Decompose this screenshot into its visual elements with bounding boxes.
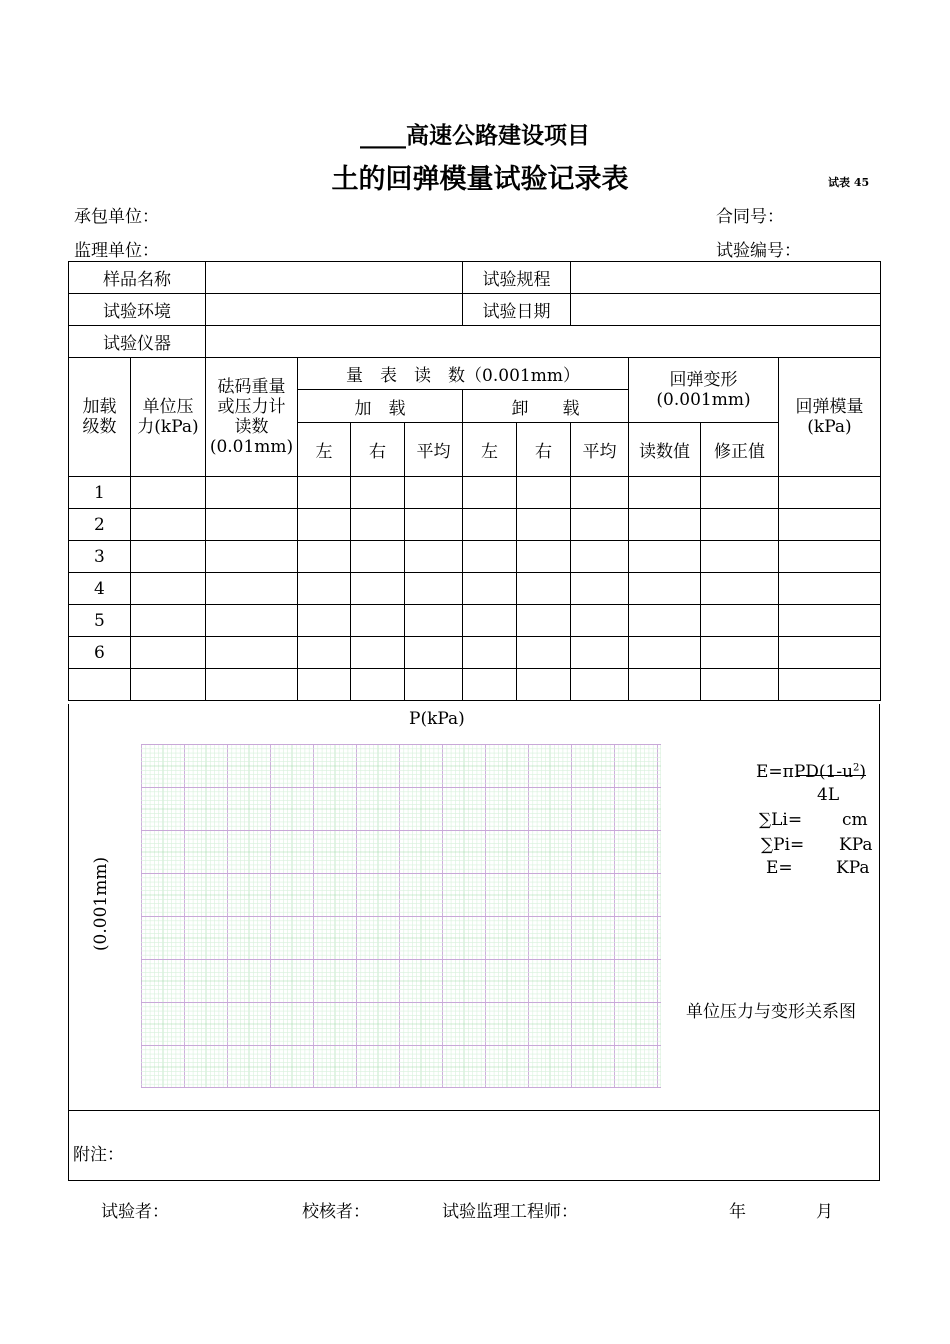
unloading-left-header: 左 bbox=[463, 423, 517, 477]
table-cell[interactable] bbox=[517, 509, 571, 541]
graph-paper-grid bbox=[141, 744, 661, 1088]
table-cell[interactable] bbox=[131, 541, 206, 573]
reading-header: 读数值 bbox=[629, 423, 701, 477]
modulus-header: 回弹模量 (kPa) bbox=[779, 358, 881, 477]
test-instrument-label: 试验仪器 bbox=[69, 326, 206, 358]
table-cell[interactable] bbox=[405, 509, 463, 541]
table-cell[interactable] bbox=[298, 605, 351, 637]
table-cell[interactable] bbox=[351, 541, 405, 573]
loading-header: 加 载 bbox=[298, 390, 463, 423]
project-title: ____高速公路建设项目 bbox=[360, 123, 590, 149]
formula-numerator bbox=[756, 762, 866, 782]
sum-li-label: ∑Li= bbox=[759, 810, 803, 830]
formula-prefix: E=πPD(1-u bbox=[756, 762, 854, 782]
contract-no-label: 合同号： bbox=[716, 207, 784, 227]
table-row bbox=[69, 605, 881, 637]
table-cell[interactable] bbox=[131, 573, 206, 605]
row-number: 1 bbox=[69, 477, 131, 509]
load-level-header: 加载 级数 bbox=[69, 358, 131, 477]
table-cell[interactable] bbox=[517, 573, 571, 605]
month-label: 月 bbox=[816, 1202, 833, 1222]
formula-suffix: ) bbox=[859, 762, 867, 782]
table-cell[interactable] bbox=[351, 509, 405, 541]
row-number: 5 bbox=[69, 605, 131, 637]
table-cell[interactable] bbox=[298, 509, 351, 541]
formula-denominator: 4L bbox=[817, 785, 840, 805]
table-cell[interactable] bbox=[629, 573, 701, 605]
table-cell[interactable] bbox=[779, 573, 881, 605]
table-cell[interactable] bbox=[571, 509, 629, 541]
table-cell[interactable] bbox=[517, 637, 571, 669]
table-cell[interactable] bbox=[131, 509, 206, 541]
unloading-right-header: 右 bbox=[517, 423, 571, 477]
notes-box bbox=[68, 1110, 880, 1181]
table-row bbox=[69, 637, 881, 669]
table-cell[interactable] bbox=[701, 541, 779, 573]
table-cell[interactable] bbox=[571, 573, 629, 605]
unit-pressure-header: 单位压 力(kPa) bbox=[131, 358, 206, 477]
table-cell[interactable] bbox=[405, 573, 463, 605]
table-cell[interactable] bbox=[701, 573, 779, 605]
test-env-field[interactable] bbox=[206, 294, 463, 326]
row-number: 6 bbox=[69, 637, 131, 669]
table-row bbox=[69, 669, 881, 701]
table-cell[interactable] bbox=[298, 477, 351, 509]
table-row bbox=[69, 541, 881, 573]
table-cell[interactable] bbox=[405, 477, 463, 509]
table-cell[interactable] bbox=[351, 669, 405, 701]
table-cell[interactable] bbox=[463, 669, 517, 701]
row-number: 4 bbox=[69, 573, 131, 605]
table-cell[interactable] bbox=[298, 669, 351, 701]
table-cell[interactable] bbox=[779, 637, 881, 669]
table-cell[interactable] bbox=[517, 605, 571, 637]
table-cell[interactable] bbox=[405, 605, 463, 637]
row-number: 2 bbox=[69, 509, 131, 541]
table-cell[interactable] bbox=[629, 669, 701, 701]
test-no-label: 试验编号： bbox=[716, 241, 801, 261]
table-cell[interactable] bbox=[701, 509, 779, 541]
row-number: 3 bbox=[69, 541, 131, 573]
test-instrument-field[interactable] bbox=[206, 326, 881, 358]
unloading-header: 卸 载 bbox=[463, 390, 629, 423]
table-row bbox=[69, 509, 881, 541]
table-cell[interactable] bbox=[131, 477, 206, 509]
notes-label: 附注： bbox=[73, 1145, 124, 1165]
table-cell[interactable] bbox=[298, 573, 351, 605]
table-cell[interactable] bbox=[571, 541, 629, 573]
table-row bbox=[69, 573, 881, 605]
table-cell[interactable] bbox=[351, 477, 405, 509]
table-cell[interactable] bbox=[517, 541, 571, 573]
data-rows bbox=[69, 477, 881, 701]
chart-caption: 单位压力与变形关系图 bbox=[686, 1002, 856, 1022]
table-cell[interactable] bbox=[629, 541, 701, 573]
test-date-label: 试验日期 bbox=[463, 294, 571, 326]
table-cell[interactable] bbox=[463, 541, 517, 573]
table-row bbox=[69, 477, 881, 509]
table-cell[interactable] bbox=[463, 509, 517, 541]
table-cell[interactable] bbox=[779, 477, 881, 509]
test-date-field[interactable] bbox=[571, 294, 881, 326]
table-cell[interactable] bbox=[571, 637, 629, 669]
table-cell[interactable] bbox=[629, 509, 701, 541]
test-spec-label: 试验规程 bbox=[463, 262, 571, 294]
loading-avg-header: 平均 bbox=[405, 423, 463, 477]
row-number bbox=[69, 669, 131, 701]
table-cell[interactable] bbox=[351, 573, 405, 605]
checker-label: 校核者： bbox=[302, 1202, 370, 1222]
table-cell[interactable] bbox=[131, 605, 206, 637]
test-spec-field[interactable] bbox=[571, 262, 881, 294]
table-cell[interactable] bbox=[351, 637, 405, 669]
e-label: E= bbox=[766, 858, 793, 878]
table-cell[interactable] bbox=[463, 637, 517, 669]
table-cell[interactable] bbox=[405, 637, 463, 669]
table-cell[interactable] bbox=[629, 605, 701, 637]
e-unit: KPa bbox=[836, 858, 870, 878]
gauge-reading-header: 量 表 读 数（0.001mm） bbox=[298, 358, 629, 390]
table-cell[interactable] bbox=[701, 477, 779, 509]
table-cell[interactable] bbox=[701, 637, 779, 669]
table-cell[interactable] bbox=[629, 637, 701, 669]
rebound-header: 回弹变形 (0.001mm) bbox=[629, 358, 779, 423]
table-cell[interactable] bbox=[629, 477, 701, 509]
table-cell[interactable] bbox=[206, 669, 298, 701]
record-table bbox=[68, 261, 881, 701]
table-cell[interactable] bbox=[779, 509, 881, 541]
table-cell[interactable] bbox=[779, 541, 881, 573]
sum-pi-label: ∑Pi= bbox=[761, 835, 805, 855]
table-cell[interactable] bbox=[463, 605, 517, 637]
loading-right-header: 右 bbox=[351, 423, 405, 477]
formula-underline bbox=[798, 775, 866, 776]
test-env-label: 试验环境 bbox=[69, 294, 206, 326]
table-cell[interactable] bbox=[701, 669, 779, 701]
sample-name-field[interactable] bbox=[206, 262, 463, 294]
tester-label: 试验者： bbox=[101, 1202, 169, 1222]
contractor-label: 承包单位： bbox=[74, 207, 159, 227]
sample-name-label: 样品名称 bbox=[69, 262, 206, 294]
table-cell[interactable] bbox=[571, 605, 629, 637]
weight-header: 砝码重量 或压力计 读数 (0.01mm) bbox=[206, 358, 298, 477]
table-cell[interactable] bbox=[405, 541, 463, 573]
table-cell[interactable] bbox=[131, 637, 206, 669]
table-cell[interactable] bbox=[463, 573, 517, 605]
table-cell[interactable] bbox=[206, 637, 298, 669]
table-cell[interactable] bbox=[517, 477, 571, 509]
table-cell[interactable] bbox=[206, 509, 298, 541]
table-cell[interactable] bbox=[779, 669, 881, 701]
table-cell[interactable] bbox=[701, 605, 779, 637]
table-cell[interactable] bbox=[206, 541, 298, 573]
table-cell[interactable] bbox=[779, 605, 881, 637]
supervisor-label: 监理单位： bbox=[74, 241, 159, 261]
table-cell[interactable] bbox=[298, 637, 351, 669]
table-cell[interactable] bbox=[517, 669, 571, 701]
chart-area bbox=[68, 704, 880, 1111]
formula-sup: 2 bbox=[853, 762, 860, 774]
table-cell[interactable] bbox=[206, 605, 298, 637]
form-title: 土的回弹模量试验记录表 bbox=[331, 164, 629, 195]
table-cell[interactable] bbox=[206, 573, 298, 605]
x-axis-label: (0.001mm) bbox=[91, 856, 111, 952]
table-cell[interactable] bbox=[206, 477, 298, 509]
table-cell[interactable] bbox=[571, 477, 629, 509]
corrected-header: 修正值 bbox=[701, 423, 779, 477]
table-cell[interactable] bbox=[463, 477, 517, 509]
form-number: 试表 45 bbox=[828, 176, 870, 189]
engineer-label: 试验监理工程师： bbox=[442, 1202, 578, 1222]
sum-pi-unit: KPa bbox=[839, 835, 873, 855]
sum-li-unit: cm bbox=[842, 810, 868, 830]
table-cell[interactable] bbox=[571, 669, 629, 701]
unloading-avg-header: 平均 bbox=[571, 423, 629, 477]
year-label: 年 bbox=[729, 1202, 746, 1222]
loading-left-header: 左 bbox=[298, 423, 351, 477]
y-axis-label: P(kPa) bbox=[409, 709, 465, 729]
table-cell[interactable] bbox=[405, 669, 463, 701]
table-cell[interactable] bbox=[131, 669, 206, 701]
table-cell[interactable] bbox=[298, 541, 351, 573]
table-cell[interactable] bbox=[351, 605, 405, 637]
